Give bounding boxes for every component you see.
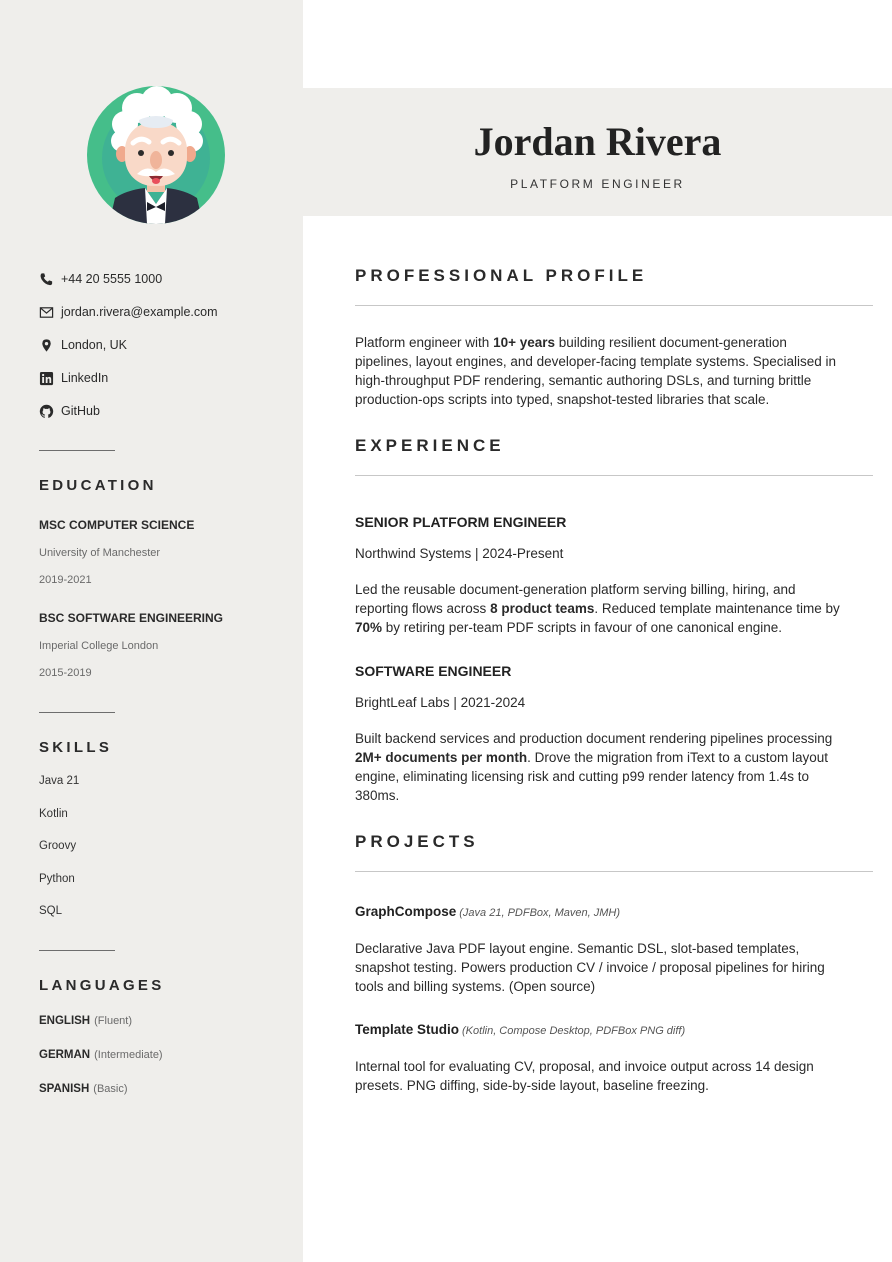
project-tech: (Java 21, PDFBox, Maven, JMH) — [459, 907, 621, 919]
language-name: SPANISH — [39, 1083, 90, 1095]
location-pin-icon — [39, 338, 54, 353]
location-text: London, UK — [61, 338, 128, 352]
education-degree: MSC COMPUTER SCIENCE — [39, 518, 195, 532]
profile-summary: Platform engineer with 10+ years building resilient document-generation pipelines, layout engines, and developer-facing template systems. Specialised in high-throughput PDF rendering, semantic authoring DSLs, and turning brittle production-ops scripts into typed, snapshot-tested libraries that scale. — [355, 335, 837, 407]
experience-heading: EXPERIENCE — [355, 436, 505, 455]
job-title: SOFTWARE ENGINEER — [355, 663, 512, 679]
job-title: SENIOR PLATFORM ENGINEER — [355, 514, 567, 530]
project-title — [355, 904, 620, 919]
language-name: GERMAN — [39, 1049, 91, 1061]
contact-github[interactable] — [39, 401, 100, 421]
skill-item: Python — [39, 873, 75, 885]
project-name: GraphCompose — [355, 904, 457, 919]
section-divider — [355, 305, 873, 306]
language-level: (Intermediate) — [94, 1049, 163, 1061]
github-text: GitHub — [61, 404, 100, 418]
job-description: Led the reusable document-generation platform serving billing, hiring, and reporting flows across 8 product teams. Reduced template maintenance time by 70% by retiring per-team PDF scripts in favour of one canonical engine. — [355, 582, 840, 635]
language-item — [39, 1083, 128, 1095]
language-item — [39, 1015, 132, 1027]
person-name: Jordan Rivera — [473, 119, 722, 164]
language-level: (Basic) — [93, 1083, 128, 1095]
github-icon — [39, 404, 54, 419]
education-degree: BSC SOFTWARE ENGINEERING — [39, 611, 224, 625]
contact-phone[interactable] — [39, 269, 162, 289]
project-description: Internal tool for evaluating CV, proposal, and invoice output across 14 design presets. PNG diffing, side-by-side layout, baseline freezing. — [355, 1059, 814, 1093]
skill-item: Groovy — [39, 840, 77, 852]
person-role: PLATFORM ENGINEER — [510, 177, 685, 191]
job-description: Built backend services and production document rendering pipelines processing 2M+ documents per month. Drove the migration from iText to a custom layout engine, eliminating licensing risk and cutting p99 render latency from 1.4s to 380ms. — [355, 731, 833, 803]
skills-heading: SKILLS — [39, 739, 113, 756]
language-name: ENGLISH — [39, 1015, 91, 1027]
languages-heading: LANGUAGES — [39, 977, 165, 994]
section-divider — [355, 475, 873, 476]
phone-icon — [39, 272, 54, 287]
education-heading: EDUCATION — [39, 477, 157, 494]
contact-email[interactable] — [39, 302, 218, 322]
contact-linkedin[interactable] — [39, 368, 108, 388]
project-name: Template Studio — [355, 1022, 460, 1037]
skill-item: Java 21 — [39, 775, 80, 787]
language-level: (Fluent) — [94, 1015, 133, 1027]
phone-text: +44 20 5555 1000 — [61, 272, 163, 286]
linkedin-text: LinkedIn — [61, 371, 109, 385]
avatar-illustration — [87, 86, 225, 224]
skill-item: SQL — [39, 905, 63, 917]
email-text: jordan.rivera@example.com — [61, 305, 218, 319]
projects-heading: PROJECTS — [355, 832, 479, 851]
avatar — [87, 86, 225, 224]
education-school: University of Manchester — [39, 547, 161, 559]
sidebar-divider — [39, 450, 115, 451]
section-divider — [355, 871, 873, 872]
language-item — [39, 1049, 163, 1061]
linkedin-icon — [39, 371, 54, 386]
sidebar-divider — [39, 950, 115, 951]
education-years: 2019-2021 — [39, 574, 92, 586]
project-title — [355, 1022, 685, 1037]
job-meta: Northwind Systems | 2024-Present — [355, 546, 564, 561]
sidebar-divider — [39, 712, 115, 713]
skill-item: Kotlin — [39, 808, 68, 820]
education-school: Imperial College London — [39, 640, 159, 652]
profile-heading: PROFESSIONAL PROFILE — [355, 266, 648, 285]
project-description: Declarative Java PDF layout engine. Semantic DSL, slot-based templates, snapshot testing. Powers production CV / invoice / proposal pipelines for hiring tools and billing systems. (Open source) — [355, 941, 825, 994]
mail-icon — [39, 305, 54, 320]
education-years: 2015-2019 — [39, 667, 92, 679]
job-meta: BrightLeaf Labs | 2021-2024 — [355, 695, 526, 710]
contact-location — [39, 335, 127, 355]
project-tech: (Kotlin, Compose Desktop, PDFBox PNG diff) — [462, 1025, 686, 1037]
